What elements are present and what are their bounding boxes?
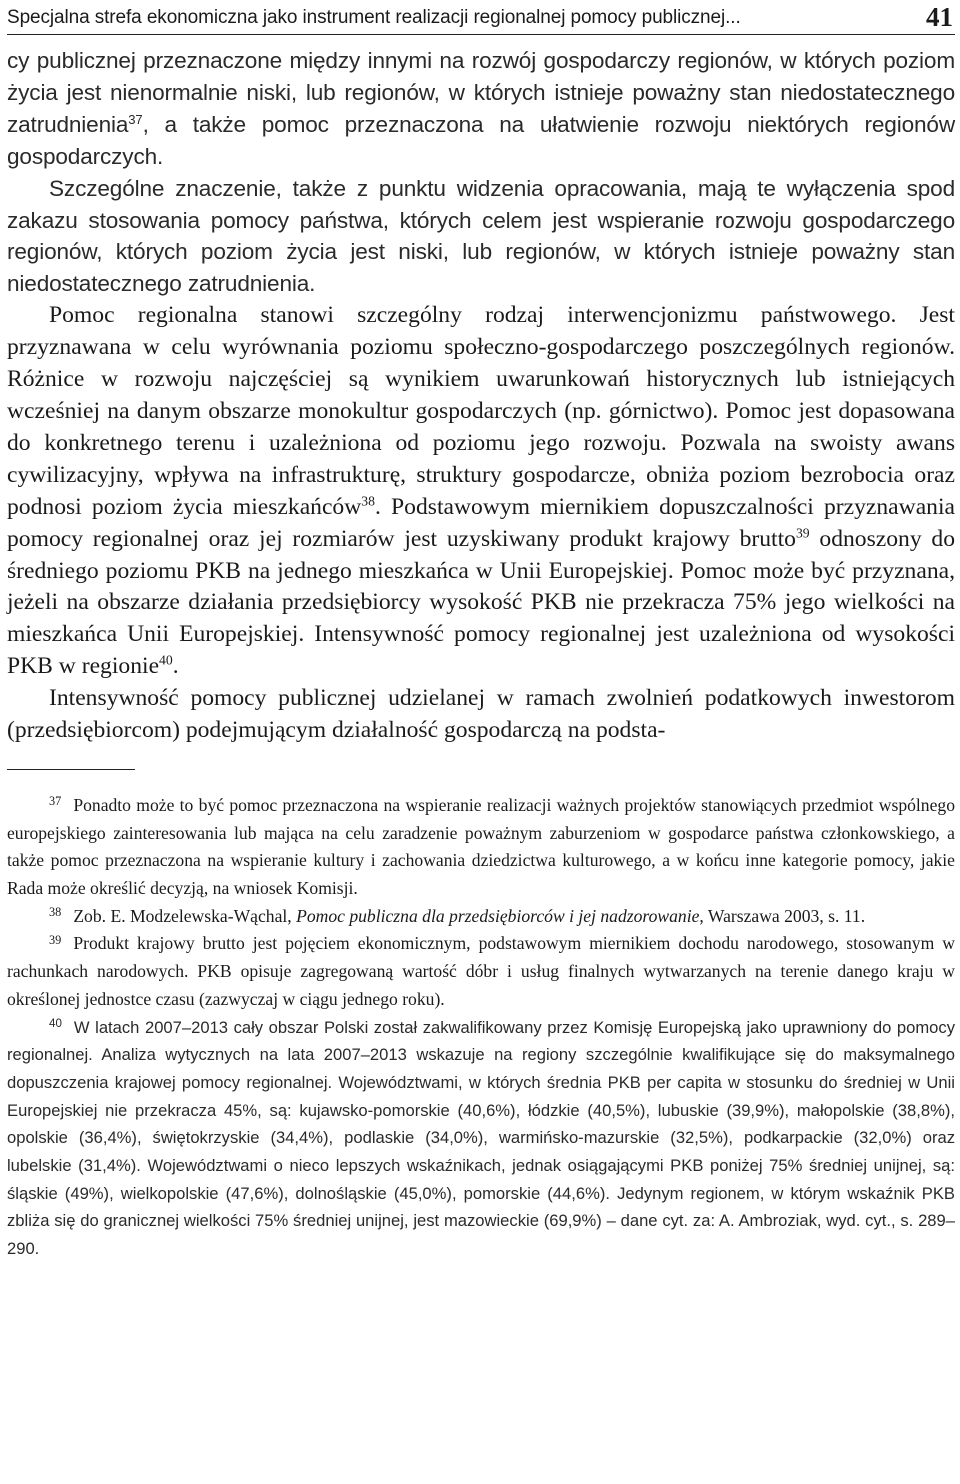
running-header [7, 0, 955, 35]
footnote-ref-38: 38 [361, 493, 375, 509]
footnote-38 [7, 903, 955, 931]
footnote-39 [7, 930, 955, 1013]
footnotes [7, 792, 955, 1263]
footnote-ref-40: 40 [159, 652, 173, 668]
footnote-text: Zob. E. Modzelewska-Wąchal, [73, 905, 297, 926]
paragraph-3-text-a: Pomoc regionalna stanowi szczególny rodzaj interwencjonizmu państwowego. Jest przyznawana w celu wyrównania poziomu społeczno-gospodarczego poszczególnych regionów. Różnice w rozwoju najczęściej są wynikiem uwarunkowań historycznych lub istniejących wcześniej na danym obszarze monokultur gospodarczych (np. górnictwo). Pomoc jest dopasowana do konkretnego terenu i uzależniona od poziomu jego rozwoju. Pozwala na swoisty awans cywilizacyjny, wpływa na infrastrukturę, struktury gospodarcze, obniża poziom bezrobocia oraz podnosi poziom życia mieszkańców [7, 302, 955, 520]
footnote-37 [7, 792, 955, 903]
footnote-text: Ponadto może to być pomoc przeznaczona na wspieranie realizacji ważnych projektów stanowiących przedmiot wspólnego europejskiego zainteresowania lub mająca na celu zaradzenie poważnym zaburzeniom w gospodarce państwa członkowskiego, a także pomoc przeznaczona na wspieranie kultury i zachowania dziedzictwa kulturowego, a w końcu inne kategorie pomocy, jakie Rada może określić decyzją, na wniosek Komisji. [7, 794, 955, 899]
paragraph-1-text-b: , a także pomoc przeznaczona na ułatwienie rozwoju niektórych regionów gospodarczych. [7, 111, 955, 169]
paragraph-3-text-d: . [172, 653, 179, 680]
cited-title: Pomoc publiczna dla przedsiębiorców i jej nadzorowanie [296, 905, 700, 926]
paragraph-4: Intensywność pomocy publicznej udzielanej w ramach zwolnień podatkowych inwestorom (przedsiębiorcom) podejmującym działalność gospodarczą na podsta- [7, 685, 955, 744]
footnote-text: , Warszawa 2003, s. 11. [699, 905, 866, 926]
paragraph-3 [7, 300, 955, 683]
footnote-separator [7, 769, 135, 770]
running-title: Specjalna strefa ekonomiczna jako instrument realizacji regionalnej pomocy publicznej... [7, 7, 741, 28]
footnote-text: Produkt krajowy brutto jest pojęciem ekonomicznym, podstawowym miernikiem dochodu narodowego, stosowanym w rachunkach narodowych. PKB opisuje zagregowaną wartość dóbr i usług finalnych wytwarzanych na terenie danego kraju w określonej jednostce czasu (zazwyczaj w ciągu jednego roku). [7, 933, 955, 1009]
footnote-number: 39 [49, 932, 62, 947]
footnote-number: 37 [49, 794, 62, 809]
footnote-ref-39: 39 [795, 525, 810, 541]
footnote-text: W latach 2007–2013 cały obszar Polski został zakwalifikowany przez Komisję Europejską jako uprawniony do pomocy regionalnej. Analiza wytycznych na lata 2007–2013 wskazuje na regiony szczególnie kwalifikujące się do maksymalnego dopuszczenia krajowej pomocy regionalnej. Województwami, w których średnia PKB per capita w stosunku do średniej w Unii Europejskiej nie przekracza 45%, są: kujawsko-pomorskie (40,6%), łódzkie (40,5%), lubuskie (39,9%), małopolskie (38,8%), opolskie (36,4%), świętokrzyskie (34,4%), podlaskie (34,0%), warmińsko-mazurskie (32,5%), podkarpackie (32,0%) oraz lubelskie (31,4%). Województwami o nieco lepszych wskaźnikach, jednak osiągającymi PKB poniżej 75% średniej unijnej, są: śląskie (49%), wielkopolskie (47,6%), dolnośląskie (45,0%), pomorskie (44,6%). Jedynym regionem, w którym wskaźnik PKB zbliża się do granicznej wielkości 75% średniej unijnej, jest mazowieckie (69,9%) – dane cyt. za: A. Ambroziak, wyd. cyt., s. 289–290. [7, 1017, 955, 1259]
paragraph-3-text-b: . Podstawowym miernikiem dopuszczalności przyznawania pomocy regionalnej oraz jej rozmiarów jest uzyskiwany produkt krajowy brutto [7, 493, 955, 552]
paragraph-1 [7, 45, 955, 173]
main-text [7, 45, 955, 747]
page-number: 41 [926, 2, 953, 32]
footnote-number: 38 [49, 905, 62, 920]
footnote-40 [7, 1014, 955, 1263]
paragraph-1-text-a: cy publicznej przeznaczone między innymi na rozwój gospodarczy regionów, w których poziom życia jest nienormalnie niski, lub regionów, w których istnieje poważny stan niedostatecznego zatrudnienia [7, 48, 955, 137]
footnote-ref-37: 37 [128, 111, 143, 127]
paragraph-2: Szczególne znaczenie, także z punktu widzenia opracowania, mają te wyłączenia spod zakazu stosowania pomocy państwa, których celem jest wspieranie rozwoju gospodarczego regionów, których poziom życia jest niski, lub regionów, w których istnieje poważny stan niedostatecznego zatrudnienia. [7, 175, 955, 297]
document-page [7, 0, 955, 1263]
footnote-number: 40 [49, 1017, 62, 1031]
paragraph-3-text-c: odnoszony do średniego poziomu PKB na jednego mieszkańca w Unii Europejskiej. Pomoc może być przyznana, jeżeli na obszarze działania przedsiębiorcy wysokość PKB nie przekracza 75% jego wielkości na mieszkańca Unii Europejskiej. Intensywność pomocy regionalnej jest uzależniona od wysokości PKB w regionie [7, 525, 956, 680]
